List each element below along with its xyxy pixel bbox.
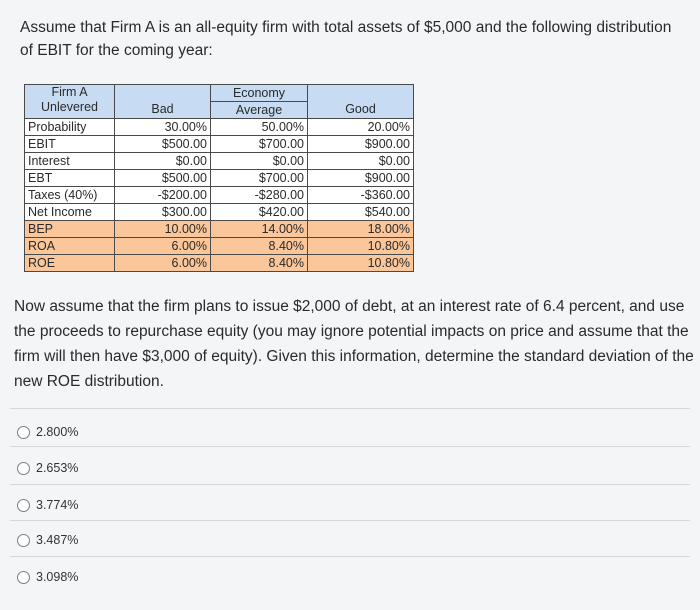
cell-value: 14.00% (211, 221, 308, 238)
corner-line-1: Firm A (51, 85, 88, 99)
question-followup: Now assume that the firm plans to issue $2,000 of debt, at an interest rate of 6.4 percent, and use the proceeds to repurchase equity (you may ignore potential impacts on price and assume that the firm will then have $3,000 of equity). Given this information, determine the standard deviation of the new ROE distribution. (14, 298, 694, 390)
table-row-highlight (25, 238, 414, 255)
row-label: ROE (25, 255, 115, 272)
table-row (25, 170, 414, 187)
answer-option-3[interactable] (17, 498, 78, 512)
table-corner-header (25, 85, 115, 119)
row-label: BEP (25, 221, 115, 238)
cell-value: 50.00% (211, 119, 308, 136)
table-row (25, 136, 414, 153)
answer-label: 3.487% (36, 533, 79, 547)
corner-line-2: Unlevered (41, 100, 98, 114)
answer-option-5[interactable] (17, 570, 78, 584)
cell-value: $500.00 (115, 170, 211, 187)
cell-value: 10.80% (308, 238, 414, 255)
answer-label: 3.774% (36, 498, 79, 512)
table-row (25, 119, 414, 136)
cell-value: $0.00 (211, 153, 308, 170)
row-label: Net Income (25, 204, 115, 221)
divider (10, 484, 690, 485)
table-row-highlight (25, 221, 414, 238)
answer-option-2[interactable] (17, 461, 78, 475)
answer-option-1[interactable] (17, 425, 78, 439)
row-label: EBIT (25, 136, 115, 153)
cell-value: $700.00 (211, 170, 308, 187)
cell-value: $540.00 (308, 204, 414, 221)
cell-value: -$280.00 (211, 187, 308, 204)
divider (10, 408, 690, 409)
radio-button[interactable] (17, 534, 30, 547)
cell-value: $700.00 (211, 136, 308, 153)
cell-value: 6.00% (115, 255, 211, 272)
cell-value: $300.00 (115, 204, 211, 221)
cell-value: 8.40% (211, 255, 308, 272)
cell-value: -$360.00 (308, 187, 414, 204)
radio-button[interactable] (17, 571, 30, 584)
table-row (25, 187, 414, 204)
row-label: Probability (25, 119, 115, 136)
cell-value: 6.00% (115, 238, 211, 255)
row-label: EBT (25, 170, 115, 187)
divider (10, 446, 690, 447)
table-row-highlight (25, 255, 414, 272)
header-spacer-right (308, 85, 414, 102)
cell-value: 20.00% (308, 119, 414, 136)
scenario-bad: Bad (115, 102, 211, 119)
answer-label: 3.098% (36, 570, 79, 584)
row-label: Taxes (40%) (25, 187, 115, 204)
cell-value: 18.00% (308, 221, 414, 238)
divider (10, 520, 690, 521)
answer-label: 2.653% (36, 461, 79, 475)
cell-value: 30.00% (115, 119, 211, 136)
radio-button[interactable] (17, 462, 30, 475)
cell-value: 8.40% (211, 238, 308, 255)
cell-value: $900.00 (308, 136, 414, 153)
cell-value: $0.00 (115, 153, 211, 170)
cell-value: $0.00 (308, 153, 414, 170)
scenario-average: Average (211, 102, 308, 119)
question-intro: Assume that Firm A is an all-equity firm with total assets of $5,000 and the following distribution of EBIT for the coming year: (20, 19, 672, 59)
cell-value: 10.00% (115, 221, 211, 238)
row-label: Interest (25, 153, 115, 170)
divider (10, 556, 690, 557)
group-header-economy: Economy (211, 85, 308, 102)
answer-label: 2.800% (36, 425, 79, 439)
cell-value: -$200.00 (115, 187, 211, 204)
scenario-good: Good (308, 102, 414, 119)
table-row (25, 204, 414, 221)
row-label: ROA (25, 238, 115, 255)
firm-a-table (24, 84, 414, 272)
table-row (25, 153, 414, 170)
radio-button[interactable] (17, 499, 30, 512)
answer-option-4[interactable] (17, 533, 78, 547)
cell-value: 10.80% (308, 255, 414, 272)
cell-value: $420.00 (211, 204, 308, 221)
cell-value: $900.00 (308, 170, 414, 187)
header-spacer-left (115, 85, 211, 102)
radio-button[interactable] (17, 426, 30, 439)
cell-value: $500.00 (115, 136, 211, 153)
